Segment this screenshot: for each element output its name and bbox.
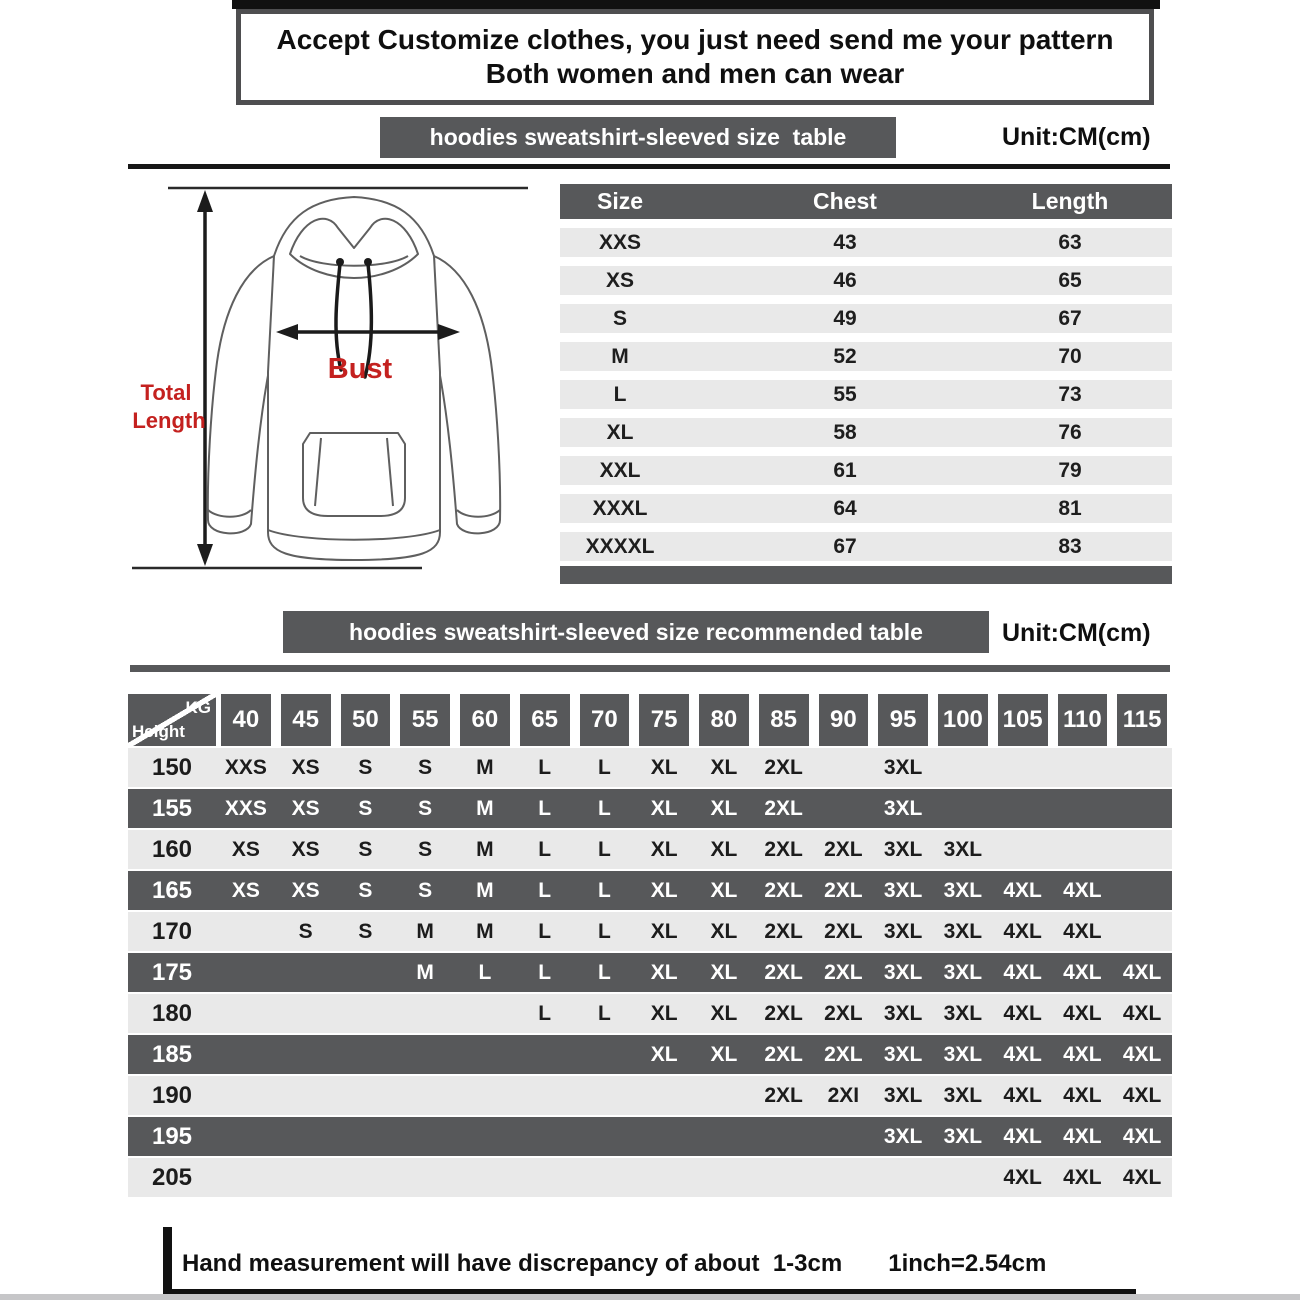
- rec-size-cell: 4XL: [1063, 1124, 1102, 1148]
- size-table-cell: XXXL: [592, 496, 648, 520]
- rec-size-cell: 2XL: [824, 919, 863, 943]
- rec-size-cell: XS: [291, 796, 320, 820]
- bottom-edge-strip: [0, 1294, 1300, 1300]
- rec-table-row: [128, 953, 1172, 994]
- measurement-note: Hand measurement will have discrepancy of about 1-3cm: [182, 1250, 843, 1277]
- rec-size-cell: L: [597, 837, 611, 861]
- size-table-cell: XS: [605, 268, 634, 292]
- height-label: Height: [132, 722, 185, 741]
- size-table-cell: 81: [1058, 496, 1082, 520]
- rec-size-cell: S: [358, 837, 373, 861]
- size-table-cell: 67: [833, 534, 857, 558]
- rec-size-cell: M: [476, 878, 494, 902]
- total-length-label-line1: Total: [140, 380, 192, 405]
- rec-size-cell: 2XL: [764, 1083, 803, 1107]
- rec-size-cell: S: [358, 755, 373, 779]
- rec-table-row: [128, 1117, 1172, 1158]
- size-table-cell: L: [613, 382, 627, 406]
- rec-size-cell: L: [597, 919, 611, 943]
- rec-size-cell: 2XI: [827, 1083, 860, 1107]
- height-value-cell: 170: [151, 917, 193, 945]
- rec-size-cell: 3XL: [943, 919, 983, 943]
- rec-size-cell: 4XL: [1122, 1042, 1162, 1066]
- rec-size-cell: 3XL: [883, 960, 923, 984]
- rec-size-cell: 3XL: [943, 837, 983, 861]
- rec-size-cell: 3XL: [883, 796, 923, 820]
- drawstring-eyelet: [364, 258, 372, 266]
- size-table-row: [560, 228, 1172, 257]
- rec-size-cell: M: [476, 837, 494, 861]
- height-value-cell: 155: [151, 794, 193, 822]
- weight-header-cell: 60: [460, 694, 510, 746]
- rec-size-cell: M: [476, 919, 494, 943]
- rec-size-cell: M: [476, 755, 494, 779]
- rec-size-cell: 3XL: [943, 1001, 983, 1025]
- header-line-1: Accept Customize clothes, you just need send me your pattern: [276, 24, 1114, 55]
- rec-size-cell: L: [538, 755, 552, 779]
- size-table-row: [560, 532, 1172, 561]
- rec-size-cell: 4XL: [1063, 960, 1102, 984]
- rec-size-cell: 2XL: [764, 755, 803, 779]
- rec-size-cell: 2XL: [764, 1001, 803, 1025]
- rec-size-cell: L: [597, 796, 611, 820]
- size-table-cell: XXL: [599, 458, 641, 482]
- unit-label-1: Unit:CM(cm): [1002, 123, 1151, 151]
- size-table-cell: 49: [833, 306, 857, 330]
- size-table-row: [560, 266, 1172, 295]
- size-table-cell: 43: [833, 230, 857, 254]
- rec-size-cell: XL: [650, 755, 678, 779]
- weight-header-cell: 105: [998, 694, 1048, 746]
- rec-size-cell: XL: [650, 837, 678, 861]
- size-table-cell: 64: [833, 496, 857, 520]
- rec-size-cell: L: [597, 960, 611, 984]
- size-table-cell: XXS: [598, 230, 642, 254]
- height-value-cell: 185: [151, 1040, 193, 1068]
- rec-size-cell: XL: [650, 919, 678, 943]
- rec-size-cell: 4XL: [1063, 1001, 1102, 1025]
- rec-size-cell: 4XL: [1122, 1083, 1162, 1107]
- rec-size-cell: 3XL: [943, 1083, 983, 1107]
- rec-size-cell: 4XL: [1122, 1165, 1162, 1189]
- rec-size-cell: 3XL: [883, 919, 923, 943]
- size-table-row: [560, 342, 1172, 371]
- rec-size-cell: XL: [710, 1042, 738, 1066]
- height-value-cell: 205: [151, 1163, 193, 1191]
- footer-left-bar: [163, 1227, 172, 1297]
- rec-size-cell: L: [538, 878, 552, 902]
- rec-size-cell: S: [358, 878, 373, 902]
- rec-size-cell: L: [538, 1001, 552, 1025]
- rec-size-cell: 4XL: [1122, 960, 1162, 984]
- footer-text-row: [182, 1250, 1046, 1278]
- rec-size-cell: 4XL: [1003, 1165, 1042, 1189]
- rec-size-cell: XS: [291, 837, 320, 861]
- rec-size-cell: S: [418, 837, 433, 861]
- size-table-cell: XL: [606, 420, 634, 444]
- rec-size-cell: S: [418, 878, 433, 902]
- size-table-row: [560, 380, 1172, 409]
- rec-size-cell: XS: [291, 755, 320, 779]
- weight-header-cell: 95: [878, 694, 928, 746]
- rec-table-row: [128, 1035, 1172, 1076]
- rec-size-cell: 3XL: [883, 755, 923, 779]
- height-value-cell: 195: [151, 1122, 193, 1150]
- size-table-cell: 55: [833, 382, 857, 406]
- rec-size-cell: XL: [650, 1042, 678, 1066]
- rec-table-header: [128, 694, 1172, 746]
- rec-size-cell: 2XL: [764, 878, 803, 902]
- rec-size-cell: 4XL: [1122, 1001, 1162, 1025]
- height-value-cell: 180: [151, 999, 193, 1027]
- rec-size-cell: 4XL: [1063, 1042, 1102, 1066]
- rec-size-cell: 2XL: [824, 960, 863, 984]
- size-table-column-header: Chest: [813, 188, 877, 214]
- rec-size-cell: 2XL: [764, 919, 803, 943]
- rec-size-cell: XS: [291, 878, 320, 902]
- rec-size-cell: S: [298, 919, 313, 943]
- weight-header-cell: 80: [699, 694, 749, 746]
- size-table-cell: 79: [1058, 458, 1082, 482]
- rec-size-cell: L: [538, 960, 552, 984]
- rec-size-cell: 3XL: [883, 837, 923, 861]
- rec-size-cell: S: [418, 796, 433, 820]
- weight-header-cell: 75: [639, 694, 689, 746]
- rec-size-cell: XL: [650, 1001, 678, 1025]
- rec-table-row: [128, 748, 1172, 789]
- size-table-cell: 65: [1058, 268, 1082, 292]
- size-table-bottom-bar: [560, 566, 1172, 584]
- divider-line-2: [130, 665, 1170, 672]
- weight-header-cell: 55: [400, 694, 450, 746]
- size-table-banner: hoodies sweatshirt-sleeved size table: [380, 117, 896, 158]
- size-table-cell: 63: [1058, 230, 1082, 254]
- rec-size-cell: XL: [710, 878, 738, 902]
- rec-size-cell: XL: [710, 960, 738, 984]
- rec-table-row: [128, 912, 1172, 953]
- size-table-cell: 61: [833, 458, 857, 482]
- size-table: [560, 184, 1172, 584]
- rec-table-row: [128, 1076, 1172, 1117]
- rec-size-cell: 3XL: [883, 1001, 923, 1025]
- rec-size-cell: 3XL: [883, 878, 923, 902]
- size-table-column-header: Size: [596, 188, 644, 214]
- weight-header-cell: 45: [281, 694, 331, 746]
- weight-header-cell: 65: [520, 694, 570, 746]
- rec-table-row: [128, 1158, 1172, 1199]
- rec-size-cell: M: [416, 960, 434, 984]
- rec-table-row: [128, 871, 1172, 912]
- rec-size-cell: 4XL: [1063, 919, 1102, 943]
- rec-size-cell: 2XL: [824, 837, 863, 861]
- size-table-cell: 70: [1058, 344, 1082, 368]
- rec-table-row: [128, 830, 1172, 871]
- rec-size-cell: 2XL: [824, 878, 863, 902]
- weight-header-cell: 90: [819, 694, 869, 746]
- header-note-box: [236, 9, 1154, 105]
- rec-table-body: [128, 748, 1172, 1199]
- size-table-row: [560, 418, 1172, 447]
- rec-size-cell: 2XL: [764, 960, 803, 984]
- rec-size-cell: 3XL: [943, 1124, 983, 1148]
- size-table-cell: M: [611, 344, 629, 368]
- rec-size-cell: XL: [650, 960, 678, 984]
- size-table-cell: 67: [1058, 306, 1082, 330]
- size-table-cell: 73: [1058, 382, 1082, 406]
- height-value-cell: 190: [151, 1081, 193, 1109]
- rec-size-cell: XL: [710, 919, 738, 943]
- size-table-row: [560, 456, 1172, 485]
- size-table-rows: [560, 228, 1172, 561]
- recommended-table: [128, 694, 1172, 1199]
- rec-size-cell: 4XL: [1003, 1001, 1042, 1025]
- rec-table-row: [128, 789, 1172, 830]
- rec-size-cell: 4XL: [1003, 919, 1042, 943]
- size-table-cell: 52: [833, 344, 857, 368]
- recommended-table-banner: hoodies sweatshirt-sleeved size recommended table: [283, 611, 989, 653]
- top-border-strip: [232, 0, 1160, 9]
- height-value-cell: 175: [151, 958, 193, 986]
- rec-size-cell: S: [358, 796, 373, 820]
- header-line-2: Both women and men can wear: [485, 58, 905, 89]
- weight-header-cell: 100: [938, 694, 988, 746]
- size-table-cell: 46: [833, 268, 857, 292]
- rec-size-cell: 3XL: [883, 1042, 923, 1066]
- rec-size-cell: XXS: [224, 796, 267, 820]
- rec-size-cell: L: [478, 960, 492, 984]
- unit-label-2: Unit:CM(cm): [1002, 619, 1151, 647]
- rec-size-cell: XS: [231, 837, 260, 861]
- rec-size-cell: L: [538, 919, 552, 943]
- rec-size-cell: XS: [231, 878, 260, 902]
- rec-size-cell: M: [476, 796, 494, 820]
- rec-size-cell: L: [538, 796, 552, 820]
- rec-size-cell: 2XL: [764, 1042, 803, 1066]
- rec-table-row: [128, 994, 1172, 1035]
- arrowhead-down-icon: [197, 544, 213, 566]
- bust-label: Bust: [327, 353, 393, 385]
- rec-size-cell: 4XL: [1063, 878, 1102, 902]
- rec-size-cell: 4XL: [1063, 1165, 1102, 1189]
- kg-label: KG: [185, 698, 211, 717]
- rec-size-cell: 2XL: [764, 796, 803, 820]
- rec-size-cell: XL: [710, 1001, 738, 1025]
- rec-size-cell: 2XL: [824, 1001, 863, 1025]
- rec-size-cell: L: [597, 1001, 611, 1025]
- size-table-cell: 58: [833, 420, 857, 444]
- size-table-header: [560, 184, 1172, 219]
- size-table-column-header: Length: [1031, 188, 1109, 214]
- height-value-cell: 160: [151, 835, 193, 863]
- rec-size-cell: S: [358, 919, 373, 943]
- rec-size-cell: 3XL: [883, 1083, 923, 1107]
- weight-header-cell: 85: [759, 694, 809, 746]
- drawstring-eyelet: [336, 258, 344, 266]
- weight-header-cell: 115: [1117, 694, 1167, 746]
- rec-size-cell: L: [597, 878, 611, 902]
- rec-size-cell: 4XL: [1003, 960, 1042, 984]
- rec-size-cell: 3XL: [943, 1042, 983, 1066]
- total-length-label-line2: Length: [132, 408, 206, 433]
- rec-size-cell: 4XL: [1122, 1124, 1162, 1148]
- weight-header-cell: 110: [1058, 694, 1108, 746]
- kg-height-corner-cell: [128, 694, 216, 746]
- size-table-row: [560, 304, 1172, 333]
- rec-size-cell: 4XL: [1003, 1124, 1042, 1148]
- rec-size-cell: XL: [650, 878, 678, 902]
- hoodie-measurement-diagram: [122, 172, 558, 602]
- size-table-cell: S: [612, 306, 627, 330]
- rec-size-cell: S: [418, 755, 433, 779]
- rec-size-cell: M: [416, 919, 434, 943]
- inch-conversion-note: 1inch=2.54cm: [888, 1250, 1047, 1277]
- rec-size-cell: 3XL: [943, 960, 983, 984]
- rec-size-cell: 2XL: [764, 837, 803, 861]
- rec-size-cell: L: [597, 755, 611, 779]
- rec-size-cell: 4XL: [1003, 1083, 1042, 1107]
- rec-size-cell: 3XL: [943, 878, 983, 902]
- size-table-row: [560, 494, 1172, 523]
- size-table-cell: XXXXL: [585, 534, 655, 558]
- rec-size-cell: XL: [710, 755, 738, 779]
- rec-size-cell: L: [538, 837, 552, 861]
- weight-header-cell: 50: [341, 694, 391, 746]
- arrowhead-up-icon: [197, 190, 213, 212]
- weight-header-cell: 70: [580, 694, 630, 746]
- size-table-cell: 76: [1058, 420, 1082, 444]
- rec-size-cell: XL: [710, 837, 738, 861]
- rec-size-cell: XL: [650, 796, 678, 820]
- height-value-cell: 165: [151, 876, 193, 904]
- rec-size-cell: 4XL: [1063, 1083, 1102, 1107]
- rec-size-cell: XL: [710, 796, 738, 820]
- size-table-cell: 83: [1058, 534, 1082, 558]
- rec-size-cell: 4XL: [1003, 878, 1042, 902]
- rec-size-cell: XXS: [224, 755, 267, 779]
- weight-header-cell: 40: [221, 694, 271, 746]
- rec-size-cell: 2XL: [824, 1042, 863, 1066]
- rec-size-cell: 4XL: [1003, 1042, 1042, 1066]
- rec-size-cell: 3XL: [883, 1124, 923, 1148]
- divider-line-1: [128, 164, 1170, 169]
- height-value-cell: 150: [151, 753, 193, 781]
